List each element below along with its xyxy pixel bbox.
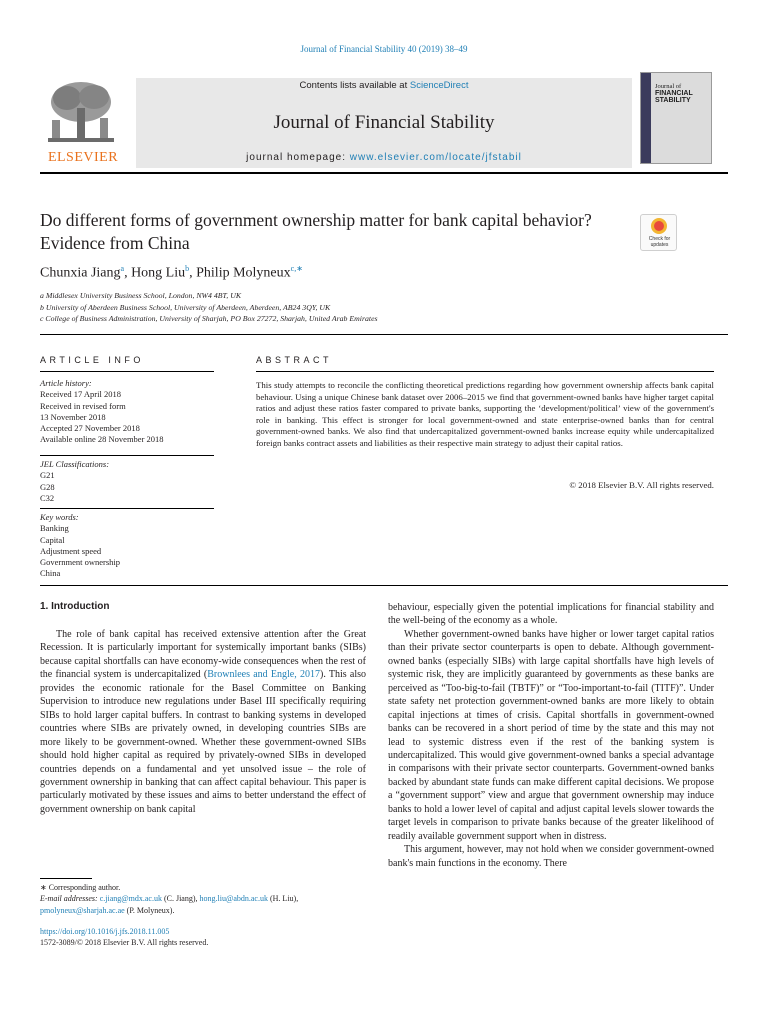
cover-line2: FINANCIAL	[655, 90, 693, 97]
article-history	[40, 378, 214, 446]
affiliation: b University of Aberdeen Business School, University of Aberdeen, Aberdeen, AB24 3QY, UK	[40, 302, 331, 312]
author-name[interactable]: Hong Liu	[131, 265, 186, 281]
jel-label: JEL Classifications:	[40, 459, 110, 469]
journal-info-panel	[136, 78, 632, 168]
footnotes	[40, 882, 370, 916]
abstract-rule	[256, 371, 714, 372]
abstract-text: This study attempts to reconcile the conflicting theoretical predictions regarding how government ownership affects bank capital behaviour. Using a unique Chinese bank dataset over 2006–2015 we find that government-owned banks have higher target capital ratios and adjust these ratios faster compared to private banks, supporting the ‘development/political’ view of the government's role in banking. This effect is stronger for local government-owned and state enterprise-owned banks than for central government-owned banks. We also find that undercapitalized government-owned banks increase equity while undercapitalized foreign banks contract assets and liabilities as their respective main strategy to adjust their capital ratios.	[256, 380, 714, 448]
jel-code: G28	[40, 481, 55, 492]
author-name[interactable]: Philip Molyneux	[196, 265, 291, 281]
keyword: Capital	[40, 534, 65, 545]
keywords-rule	[40, 508, 214, 509]
author-sup[interactable]: a	[120, 264, 125, 273]
email-link[interactable]: pmolyneux@sharjah.ac.ae	[40, 905, 125, 915]
homepage-prefix: journal homepage:	[246, 152, 350, 163]
homepage-link[interactable]: www.elsevier.com/locate/jfstabil	[349, 152, 522, 163]
email-link[interactable]: hong.liu@abdn.ac.uk	[199, 894, 268, 904]
abstract-heading: ABSTRACT	[256, 355, 333, 365]
affiliation: c College of Business Administration, University of Sharjah, PO Box 27272, Sharjah, United Arab Emirates	[40, 314, 378, 323]
body-text: ). This also provides the economic rationale for the Basel Committee on Banking Supervision to introduce new regulations under Basel III specifically requiring SIBs to hold larger capital buffers. In contrast to banking systems in developed countries where SIBs are privately owned, in developing countries SIBs are more likely to be government-owned. Whether these government-owned SIBs should hold higher capital as required by privately-owned SIBs in developed countries depends on a fundamental and yet unsolved issue – the role of government ownership in banking that can affect capital behaviour. This paper is particularly motivated by these issues and aims to better understand the effect of government ownership on bank capital	[40, 669, 366, 815]
history-item: 13 November 2018	[40, 411, 106, 422]
history-item: Received 17 April 2018	[40, 389, 121, 400]
publisher-name: ELSEVIER	[47, 150, 119, 165]
keyword: Banking	[40, 523, 69, 534]
author-sup[interactable]: b	[185, 264, 190, 273]
email-link[interactable]: c.jiang@mdx.ac.uk	[99, 894, 162, 904]
body-paragraph: Whether government-owned banks have higher or lower target capital ratios than their private sector counterparts is open to debate. Although government-owned banks (especially SIBs) with large capital shortfalls have high levels of systemic risk, they are implicitly guaranteed by governments as these banks are perceived as “Too-big-to-fail (TBTF)” or “Too-important-to-fail (TITF)”. Under state safety net protection government-owned banks are more likely to obtain capital injections at times of crisis. Capital shortfalls in government-owned banks can be recovered in a short period of time by the state and this may not lead to systemic distress even if the rest of the banking system is undercapitalized. This would give government-owned banks a special advantage in comparisons with their private sector counterparts. Government-owned banks backed by abundant state funds can make different capital decisions. We propose a “government support” view and argue that government ownership may induce banks to hold a lower level of capital and adjust capital levels slower towards the target levels in comparison to private banks because of the greater likelihood of readily available government support when in distress.	[388, 628, 714, 842]
body-text: The role of bank capital has received extensive attention after the Great Recession. It is particularly important for systemically important banks (SIBs) because capital shortfalls can have economy-wide consequences when the rest of the financial system is undercapitalized (	[40, 629, 366, 681]
journal-citation[interactable]: Journal of Financial Stability 40 (2019) 38–49	[300, 44, 468, 54]
abstract-bottom-rule	[40, 585, 728, 586]
title-block-rule	[40, 334, 728, 335]
section-heading: 1. Introduction	[40, 601, 110, 612]
crossmark-icon	[651, 218, 667, 234]
doi-block	[40, 926, 370, 949]
jel-code: C32	[40, 492, 55, 503]
affiliation: a Middlesex University Business School, London, NW4 4BT, UK	[40, 291, 242, 300]
header-rule	[40, 172, 728, 174]
journal-name: Journal of Financial Stability	[273, 112, 495, 133]
crossmark-label: Check for updates	[648, 236, 671, 248]
author-sup[interactable]: c,∗	[290, 264, 303, 273]
contents-line	[136, 80, 632, 91]
homepage-line	[136, 152, 632, 163]
jel-classifications	[40, 459, 214, 504]
corresponding-author-note: ∗ Corresponding author.	[40, 883, 121, 892]
cover-line1: Journal of	[655, 83, 682, 90]
keyword: China	[40, 568, 61, 579]
body-paragraph: behaviour, especially given the potential implications for financial stability and the well-being of the economy as a whole.	[388, 602, 714, 627]
keywords	[40, 512, 214, 580]
issn-line: 1572-3089/© 2018 Elsevier B.V. All rights reserved.	[40, 938, 209, 948]
citation-link[interactable]: Brownlees and Engle, 2017	[207, 669, 320, 681]
footnote-rule	[40, 878, 92, 879]
history-label: Article history:	[40, 378, 92, 388]
article-info-heading: ARTICLE INFO	[40, 355, 144, 365]
abstract-copyright: © 2018 Elsevier B.V. All rights reserved.	[569, 480, 714, 490]
elsevier-tree-icon	[42, 78, 120, 148]
jel-rule	[40, 455, 214, 456]
affiliations	[40, 290, 728, 325]
keywords-label: Key words:	[40, 512, 79, 522]
history-item: Received in revised form	[40, 400, 126, 411]
body-paragraph: This argument, however, may not hold when we consider government-owned bank's main functions in the economy. There	[388, 844, 714, 869]
keyword: Adjustment speed	[40, 545, 102, 556]
cover-spine	[641, 73, 651, 163]
info-rule	[40, 371, 214, 372]
email-addresses: E-mail addresses: c.jiang@mdx.ac.uk (C. Jiang), hong.liu@abdn.ac.uk (H. Liu),	[40, 894, 299, 904]
cover-title	[655, 83, 711, 104]
journal-cover-thumbnail[interactable]	[640, 72, 712, 164]
history-item: Available online 28 November 2018	[40, 434, 164, 445]
journal-banner	[40, 72, 728, 168]
history-item: Accepted 27 November 2018	[40, 423, 140, 434]
check-for-updates-button[interactable]	[640, 214, 677, 251]
jel-code: G21	[40, 470, 55, 481]
elsevier-logo[interactable]	[40, 72, 126, 168]
article-title: Do different forms of government ownership matter for bank capital behavior? Evidence from China	[40, 210, 592, 253]
body-right-column	[388, 601, 714, 870]
email-addresses-cont: pmolyneux@sharjah.ac.ae (P. Molyneux).	[40, 905, 175, 915]
sciencedirect-link[interactable]: ScienceDirect	[409, 80, 469, 91]
doi-link[interactable]: https://doi.org/10.1016/j.jfs.2018.11.005	[40, 927, 170, 936]
contents-prefix: Contents lists available at	[299, 80, 410, 91]
author-name[interactable]: Chunxia Jiang	[40, 265, 121, 281]
keyword: Government ownership	[40, 557, 121, 568]
body-left-column	[40, 628, 366, 816]
author-list: Chunxia Jiang$^a$, Hong Liu$^b$, Philip Molyneux$^{c,∗}$	[40, 264, 303, 281]
cover-line3: STABILITY	[655, 97, 691, 104]
